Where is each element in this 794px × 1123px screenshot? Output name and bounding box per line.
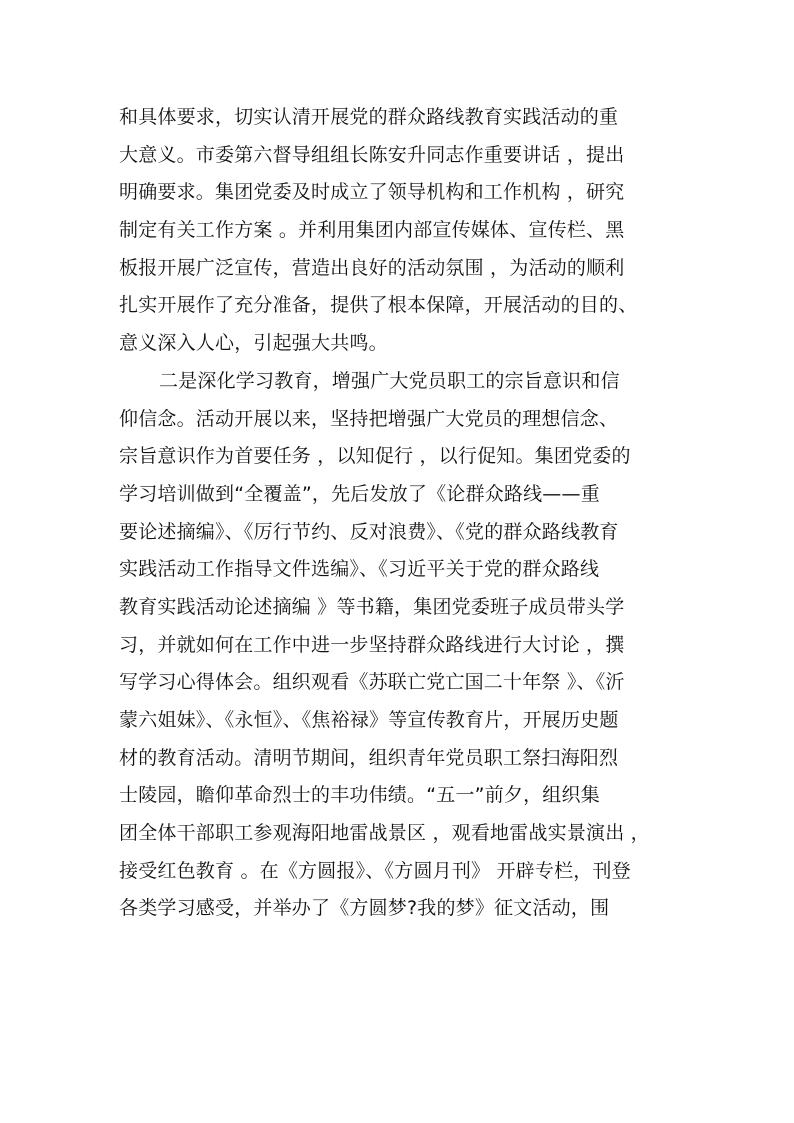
text-line: 宗旨意识作为首要任务 ，以知促行 ，以行促知。集团党委的 (119, 445, 631, 468)
text-line: 和具体要求，切实认清开展党的群众路线教育实践活动的重 (119, 106, 619, 128)
text-line: 大意义。市委第六督导组组长陈安升同志作重要讲话 ，提出 (119, 143, 625, 166)
text-line: 实践活动工作指导文件选编》、《习近平关于党的群众路线 (119, 558, 600, 581)
text-line: 接受红色教育 。在《方圆报》、《方圆月刊》 开辟专栏，刊登 (119, 859, 631, 882)
text-line: 学习培训做到“全覆盖”，先后发放了《论群众路线——重 (119, 482, 600, 505)
text-line: 制定有关工作方案 。并利用集团内部宣传媒体、宣传栏、黑 (119, 219, 625, 242)
text-line: 要论述摘编》、《厉行节约、反对浪费》、《党的群众路线教育 (119, 520, 619, 543)
text-line: 意义深入人心，引起强大共鸣。 (119, 332, 388, 355)
text-line: 各类学习感受，并举办了《方圆梦?我的梦》征文活动，围 (119, 897, 610, 920)
text-line: 扎实开展作了充分准备，提供了根本保障，开展活动的目的、 (119, 294, 638, 317)
text-line: 板报开展广泛宣传，营造出良好的活动氛围 ，为活动的顺利 (119, 256, 625, 279)
text-line: 蒙六姐妹》、《永恒》、《焦裕禄》等宣传教育片，开展历史题 (119, 709, 619, 731)
text-line: 写学习心得体会。组织观看《苏联亡党亡国二十年祭 》、《沂 (119, 671, 625, 694)
text-line: 士陵园，瞻仰革命烈士的丰功伟绩。“五一”前夕，组织集 (119, 784, 600, 807)
paragraph-first-line: 二是深化学习教育，增强广大党员职工的宗旨意识和信 (159, 369, 620, 392)
text-line: 教育实践活动论述摘编 》等书籍，集团党委班子成员带头学 (119, 595, 625, 618)
body-text (119, 99, 689, 928)
text-line: 材的教育活动。清明节期间，组织青年党员职工祭扫海阳烈 (119, 746, 619, 769)
text-line: 团全体干部职工参观海阳地雷战景区 ，观看地雷战实景演出 ， (119, 822, 650, 845)
text-line: 仰信念。活动开展以来，坚持把增强广大党员的理想信念、 (119, 407, 619, 430)
text-line: 习，并就如何在工作中进一步坚持群众路线进行大讨论 ，撰 (119, 633, 625, 656)
text-line: 明确要求。集团党委及时成立了领导机构和工作机构 ，研究 (119, 181, 625, 204)
